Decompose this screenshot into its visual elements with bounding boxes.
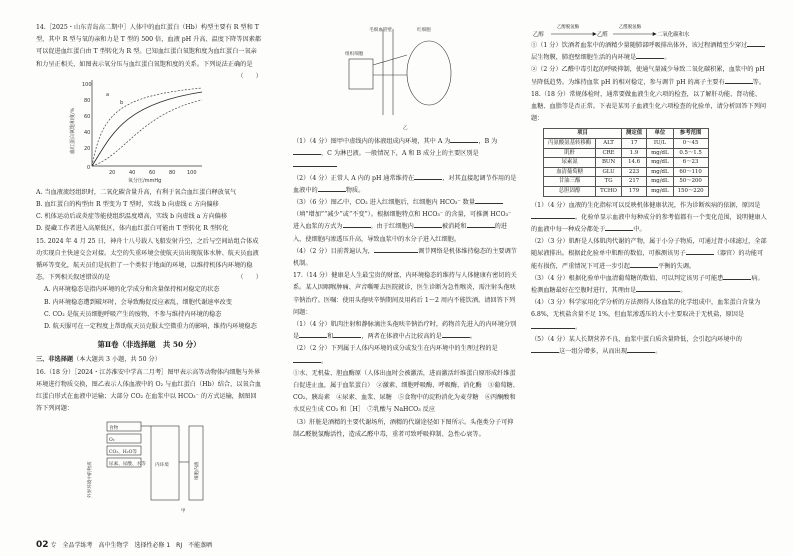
jia-box-co2: CO₂、H₂O等 bbox=[109, 450, 137, 456]
blank[interactable] bbox=[605, 224, 633, 231]
q16-sub3: （3）（6 分）图乙中，CO₂ 进入红细胞后，红细胞内 HCO₃⁻ 数量（填“增加”“减少”或“不变”）。根据细胞特点和 HCO₃⁻ 的含量，可推测 HCO₃⁻ 进入血浆的方式为 。由于红细胞内 被消耗和 的进入，使细胞内渗透压升高，导致血浆中的水分子进入红细胞。 bbox=[293, 199, 512, 243]
jia-right-label: 细胞内液 bbox=[195, 462, 200, 481]
ytick-40: 40 bbox=[83, 129, 90, 136]
table-row: 总胆固醇 TCHO 179 mg/dL 150～220 bbox=[544, 186, 709, 196]
blank[interactable] bbox=[467, 221, 495, 228]
q15-option-a: A. 内环境稳态是指内环境的化学成分和含量保持相对稳定的状态 bbox=[44, 286, 220, 294]
enzyme-adh: 乙醇脱氢酶 bbox=[557, 25, 579, 30]
q14-graph bbox=[62, 74, 212, 184]
blank[interactable] bbox=[725, 77, 753, 84]
q17-sub2: （2）（2 分）下列属于人体内环境的成分或发生在内环境中的生理过程的是。 bbox=[293, 345, 498, 365]
alcohol-pathway bbox=[531, 22, 741, 40]
ytick-20: 20 bbox=[83, 145, 90, 152]
q17-stem: 17.（14 分）健康是人生最宝贵的财富，内环境稳态的维持与人体健康有密切的关系。某人因咽喉肿痛、声音嘶哑去医院就诊，医生诊断为急性喉炎，需注射头孢呋辛钠治疗。医嘱：使用头孢呋辛钠期间及用药后 1～2 周内不能饮酒。请回答下列问题： bbox=[293, 272, 517, 316]
q16-sub4: （4）（2 分）目前普遍认为， 调节网络是机体维持稳态的主要调节机制。 bbox=[293, 247, 517, 268]
blank[interactable] bbox=[723, 273, 751, 280]
q18-lab-table bbox=[543, 128, 709, 196]
q14-option-b: B. 血红蛋白的构型由 R 型变为 T 型时，实线 b 向虚线 c 方向偏移 bbox=[36, 201, 219, 209]
curve-c bbox=[92, 100, 202, 166]
enzyme-aldh: 乙醛脱氢酶 bbox=[619, 25, 641, 30]
table-row: 血清葡萄糖 GLU 223 mg/dL 60～110 bbox=[544, 167, 709, 177]
q18-sub1: （1）（4 分）血液的生化指标可以反映机体健康状况，作为诊断疾病的依据，原因是。化验单显示血液中每种成分的参考值都有一个变化范围，说明健康人的血液中每一种成分都处于 中。 bbox=[531, 201, 767, 233]
blank[interactable] bbox=[414, 173, 442, 180]
xtick-80: 80 bbox=[168, 169, 175, 176]
pathway-acetaldehyde: 乙醛 bbox=[597, 32, 608, 38]
blank[interactable] bbox=[636, 52, 664, 59]
blank[interactable] bbox=[442, 331, 470, 338]
curve-a bbox=[92, 88, 202, 166]
blank[interactable] bbox=[414, 221, 442, 228]
q15-option-d: D. 航天服可在一定程度上帮助航天员克服太空微重力的影响，维持内环境稳态 bbox=[44, 323, 257, 331]
blank[interactable] bbox=[343, 221, 371, 228]
column-right bbox=[531, 22, 767, 358]
table-row: 甘油三酯 TG 217 mg/dL 50～200 bbox=[544, 177, 709, 187]
jia-internal-env: 内环境 bbox=[155, 463, 169, 469]
table-row: 肌酐 CRE 1.9 mg/dL 0.5～1.5 bbox=[544, 148, 709, 158]
ytick-100: 100 bbox=[81, 81, 92, 88]
q18-stem: 18.（18 分）常规体检时，通常要做血液生化六项的检查，以了解肝功能、肾功能、血糖、血脂等是否正常。下表是某男子血液生化六项检查的化验单，请分析回答下列问题： bbox=[531, 90, 767, 123]
blank[interactable] bbox=[531, 346, 559, 353]
xtick-40: 40 bbox=[128, 169, 135, 176]
q15-stem: 15. 2024 年 4 月 25 日，神舟十八号载人飞船发射升空，之后与空间站组合体成功实现自主快速交会对接。太空的失重环境会使航天员出现航体水肿、航天员血液循环等变化，航天员们是抗拒了一个类似于地面的环境，以维持机体内环境的稳态。下列相关叙述错误的是 （ ） bbox=[36, 237, 262, 282]
table-header-row bbox=[544, 129, 709, 139]
y-axis-label: 血红蛋白氧饱和度/% bbox=[69, 107, 76, 154]
footer-text: 专 全品学练考 高中生物学 选择性必修 1 RJ 不能蒸晒 bbox=[50, 542, 213, 549]
xtick-60: 60 bbox=[148, 169, 155, 176]
blank[interactable] bbox=[293, 148, 321, 155]
blank[interactable] bbox=[333, 331, 361, 338]
q15-option-b: B. 内环境稳态遭到破坏时，会导致酶促反应紊乱，细胞代谢速率改变 bbox=[44, 298, 232, 306]
jia-box-food: 食物 bbox=[109, 426, 119, 432]
pathway-ethanol: 乙醇 bbox=[533, 32, 544, 38]
ytick-60: 60 bbox=[83, 113, 90, 120]
q16-sub2: （2）（4 分）正常人 A 内的 pH 通常维持在 ，对其直接起调节作用的是血液中的 物质。 bbox=[293, 174, 517, 194]
ytick-80: 80 bbox=[83, 97, 90, 104]
q18-sub5: （5）（4 分）某人长期营养不良，血浆中蛋白质含量降低，会引起内环境中的这一组分增多，从而出现 。 bbox=[531, 335, 742, 356]
q18-sub2: （2）（3 分）肌酐是人体肌肉代谢的产物，属于小分子物质，可通过肾小球滤过，全部随尿液排出。根据此化验单中肌酐的数值，可推测该男子 （器官）的功能可能有损伤，严重情况下可进一步引起 平衡的失调。 bbox=[531, 238, 767, 270]
q18-sub4: （4）（3 分）科学家用化学分析的方法测得人体血浆的化学组成中，血浆蛋白含量为 6.8%，无机盐含量不足 1%，但血浆渗透压的大小主要取决于无机盐，原因是。 bbox=[531, 299, 761, 331]
yi-capillary-label: 毛细血管壁 bbox=[369, 28, 392, 33]
curve-b-label: b bbox=[119, 99, 123, 106]
q15-option-c: C. CO₂ 是航天员细胞呼吸产生的废物，不参与维持内环境的稳态 bbox=[44, 310, 222, 318]
blank[interactable] bbox=[374, 246, 418, 253]
pathway-product: 二氧化碳和水 bbox=[657, 32, 690, 38]
header-unit: 单位 bbox=[647, 129, 673, 139]
q14-option-a: A. 当血液流经组织时，二氧化碳含量升高，有利于氧合血红蛋白释放氧气 bbox=[36, 188, 237, 196]
section-3-heading: 三、非选择题（本大题共 3 小题，共 50 分） bbox=[36, 356, 161, 364]
blank[interactable] bbox=[450, 136, 478, 143]
header-value: 测定值 bbox=[621, 129, 646, 139]
blank[interactable] bbox=[293, 356, 321, 363]
x-axis-label: 氧分压/mmHg bbox=[127, 177, 161, 184]
column-middle bbox=[293, 22, 519, 441]
q17-s2: ②（2 分）乙醛中毒引起的呼吸抑制，使通气量减少导致二氧化碳积累，血浆中的 pH 呈降低趋势。为维持血浆 pH 的相对稳定，参与调节 pH 的离子主要有 等。 bbox=[531, 66, 766, 86]
table-row: 尿素氮 BUN 14.6 mg/dL 6～23 bbox=[544, 158, 709, 168]
q18-sub3: （3）（4 分）根据化验单中血清葡萄糖的数值，可以判定该男子可能患 病。检测血糖最好在空腹时进行，其理由是 。 bbox=[531, 274, 764, 294]
blank[interactable] bbox=[299, 331, 327, 338]
xtick-100: 100 bbox=[186, 169, 197, 176]
jia-box-urea: 尿素、尿酸、水等 bbox=[109, 462, 146, 468]
q17-sub3: （3）肝脏是酒精的主要代谢场所，酒精的代谢途径如下图所示。头孢类分子可抑制乙醛脱氢酶活性，造成乙醛中毒，重者可致呼吸抑制、急性心衰等。 bbox=[293, 418, 514, 438]
column-left bbox=[36, 22, 262, 519]
ytick-0: 0 bbox=[86, 164, 90, 171]
yi-fig-label: 乙 bbox=[403, 126, 408, 131]
q14-stem: 14.［2025・山东青岛高二期中］人体中的血红蛋白（Hb）构型主要有 R 型和 T 型，其中 R 型与氧的亲和力是 T 型的 500 倍，血液 pH 升高、温度下降等因素都可以促进血红蛋白由 T 型转化为 R 型。已知血红蛋白氧饱和度为血红蛋白一氧亲和力呈正相关，如图表示氧分压与血红蛋白氧饱和度的关系。下列说法正确的是 （ ） bbox=[36, 24, 262, 80]
blank[interactable] bbox=[747, 40, 765, 47]
header-item: 项目 bbox=[544, 129, 622, 139]
blank[interactable] bbox=[627, 346, 655, 353]
blank[interactable] bbox=[531, 212, 575, 219]
yi-tissue-label: 组织细胞 bbox=[345, 52, 364, 57]
blank[interactable] bbox=[636, 285, 680, 292]
q16-sub1: （1）（4 分）图甲中虚线内的体液组成内环境，其中 A 为 ，B 为，C 为淋巴液。一般情况下，A 和 B 成分上的主要区别是 bbox=[293, 136, 519, 173]
blank[interactable] bbox=[686, 248, 714, 255]
q17-list: ①水、无机盐、胆血酶原（人体出血时会被激活，进而激活纤维蛋白原形成纤维蛋白促进止血，属于血浆蛋白） ②激素、细胞呼吸酶、呼吸酶、消化酶 ③葡萄糖、CO₂、胰岛素 ④尿素、血浆、尿糖 ⑤食物中的淀粉消化为麦芽糖 ⑥丙酮酸和水反应生成 CO₂ 和［H］ ⑦乳酸与 NaHCO₃ 反应 bbox=[293, 369, 519, 414]
blank[interactable] bbox=[318, 185, 346, 192]
curve-b bbox=[92, 92, 202, 166]
page-footer bbox=[36, 540, 212, 550]
blank[interactable] bbox=[630, 261, 658, 268]
blank[interactable] bbox=[293, 160, 337, 167]
table-row: 丙氨酸氨基转移酶 ALT 17 IU/L 0～45 bbox=[544, 139, 709, 149]
q16-stem: 16.（18 分）［2024・江苏淮安中学高二月考］图甲表示高等动物体内细胞与外界环境进行物质交换，图乙表示人体血液中的 O₂ 与血红蛋白（Hb）结合，以氧合血红蛋白形式在血液中运输；大部分 CO₂ 在血浆中以 HCO₃⁻ 的方式运输，据图回答下列问题： bbox=[36, 368, 262, 413]
xtick-20: 20 bbox=[108, 169, 115, 176]
q14-option-c: C. 机体运动后或炎症等能使组织温度增高，实线 b 向虚线 a 方向偏移 bbox=[36, 213, 228, 221]
q16-figure-yi bbox=[341, 25, 471, 133]
q17-s1: ①（1 分）饮酒者血浆中的酒精少量随肺部呼吸排出体外，该过程酒精至少穿过层生物膜，肺泡壁细胞生活的内环境是 。 bbox=[531, 40, 767, 64]
page-number: 02 bbox=[36, 540, 49, 550]
jia-left-label: 外界环境中的物质 bbox=[88, 461, 93, 499]
q14-option-d: D. 提藏工作者进入高原低区，体内血红蛋白可能由 T 型转化 R 型转化 bbox=[36, 225, 229, 233]
q16-figure-jia bbox=[59, 418, 239, 516]
yi-rbc-label: 红细胞 bbox=[417, 28, 431, 33]
blank[interactable] bbox=[475, 197, 503, 204]
header-range: 参考范围 bbox=[673, 129, 708, 139]
q17-sub1: （1）（4 分）肌肉注射和静脉滴注头孢呋辛钠治疗时，药物首先进入的内环境分别是 和 ，两者在体液中占比较高的是 。 bbox=[293, 321, 517, 341]
curve-a-label: a bbox=[105, 91, 109, 98]
jia-fig-label: 甲 bbox=[181, 509, 186, 515]
jia-box-o2: O₂ bbox=[109, 438, 115, 444]
blank[interactable] bbox=[531, 322, 575, 329]
section-2-title: 第Ⅱ卷（非选择题 共 50 分） bbox=[97, 340, 201, 350]
